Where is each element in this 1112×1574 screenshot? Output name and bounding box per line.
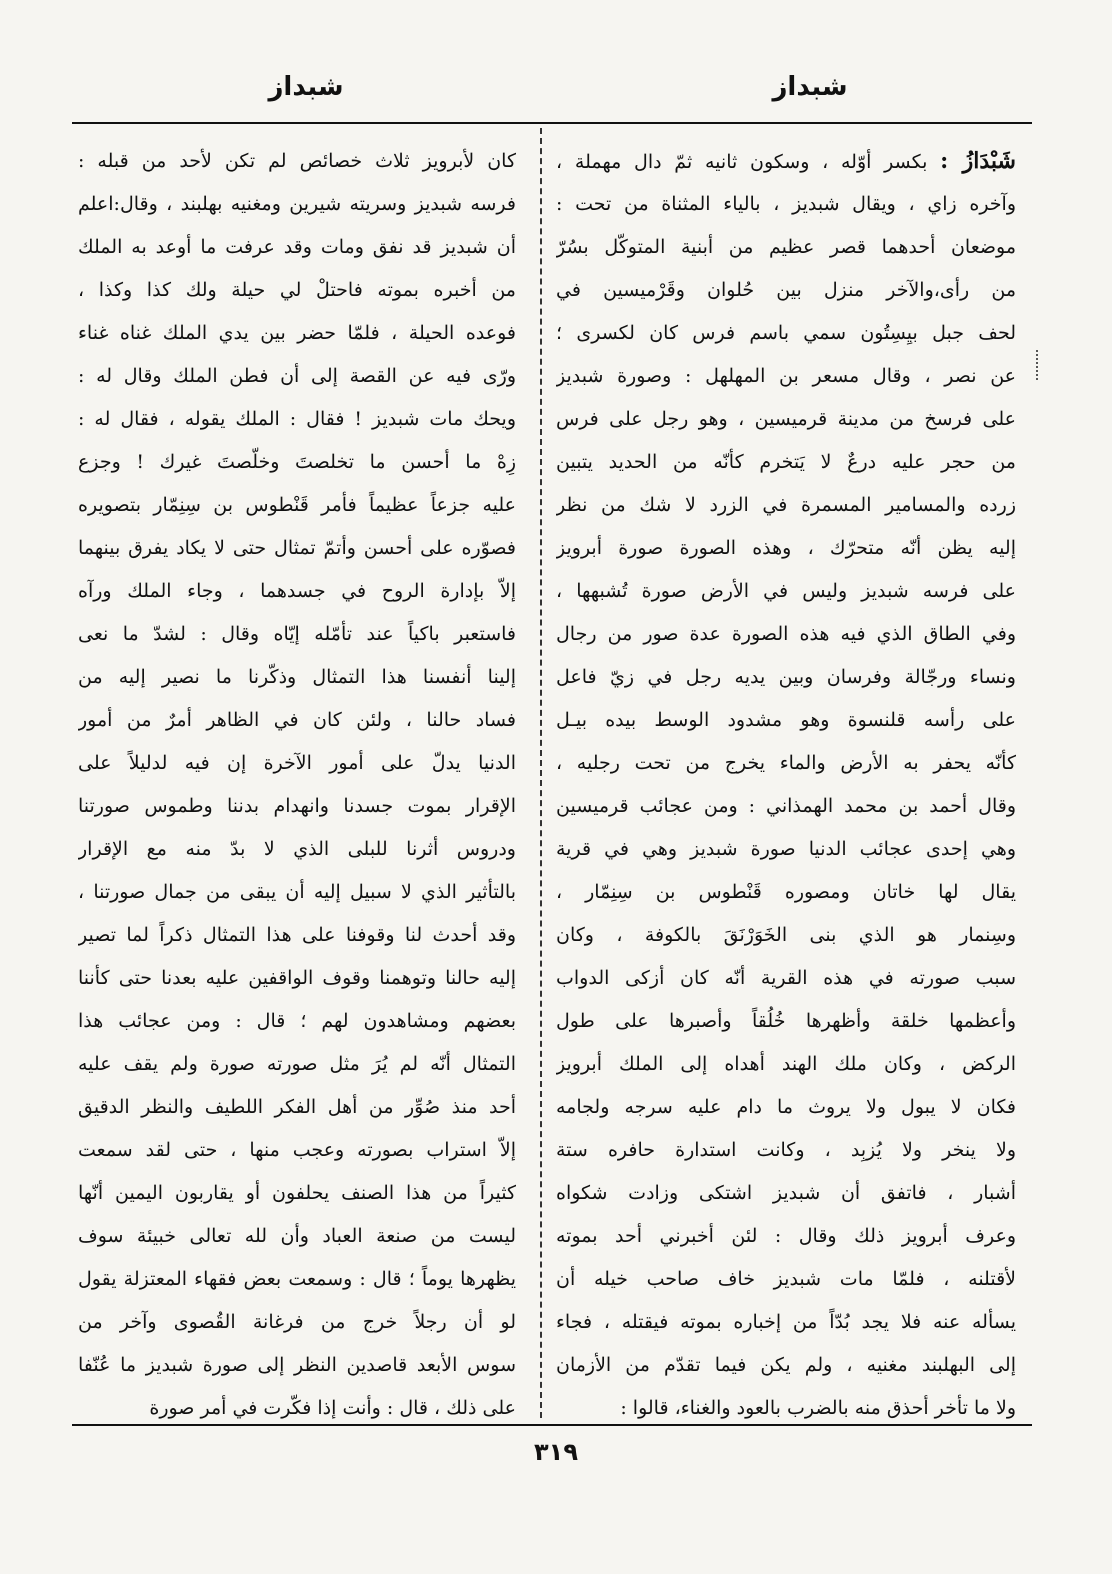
text-line: كأنّه يحفر به الأرض والماء يخرج من تحت رجليه ، [556,752,1016,774]
margin-mark [1036,350,1042,380]
text-line: وهي إحدى عجائب الدنيا صورة شبديز وهي في قرية [556,838,1016,860]
top-rule [72,122,1032,124]
page-number: ٣١٩ [534,1438,578,1466]
text-line: على فرسه شبديز وليس في الأرض صورة تُشبهها ، [556,580,1016,602]
text-line: إلاّ بإدارة الروح في جسدهما ، وجاء الملك ورآه [78,580,516,602]
text-line: يقال لها خاتان ومصوره قَنْطوس بن سِنِمّار ، [556,881,1016,903]
text-line: زِهْ ما أحسن ما تخلصتَ وخلّصتَ غيرك ! وجزع [78,451,516,473]
text-line: أحد منذ صُوِّر من أهل الفكر اللطيف والنظر الدقيق [78,1096,516,1118]
text-line: يظهرها يوماً ؛ قال : وسمعت بعض فقهاء المعتزلة يقول [78,1268,516,1290]
text-line [556,140,1016,183]
text-line: ليست من صنعة العباد وأن لله تعالى خبيئة سوف [78,1225,516,1247]
text-line: فرسه شبديز وسريته شيرين ومغنيه بهلبند ، وقال:اعلم [78,193,516,215]
text-line: إليه حالنا وتوهمنا وقوف الواقفين عليه بعدنا حتى كأننا [78,967,516,989]
running-header-left: شبداز [268,72,344,102]
text-line: إلى البهلبند مغنيه ، ولم يكن فيما تقدّم من الأزمان [556,1354,1016,1376]
text-line: ويحك مات شبديز ! فقال : الملك يقوله ، فقال له : [78,408,516,430]
text-line: على ذلك ، قال : وأنت إذا فكّرت في أمر صورة [149,1397,516,1419]
text-line: وأعظمها خلقة وأظهرها خُلُقاً وأصبرها على طول [556,1010,1016,1032]
text-line: إلاّ استراب بصورته وعجب منها ، حتى لقد سمعت [78,1139,516,1161]
text-line: وآخره زاي ، ويقال شبديز ، بالياء المثناة من تحت : [556,193,1016,215]
text-line: بالتأثير الذي لا سبيل إليه أن يبقى من جمال صورتنا ، [78,881,516,903]
text-line: فصوّره على أحسن وأتمّ تمثال حتى لا يكاد يفرق بينهما [78,537,516,559]
text-line: كان لأبرويز ثلاث خصائص لم تكن لأحد من قبله : [78,150,516,172]
text-line: عليه جزعاً عظيماً فأمر قَنْطوس بن سِنِمّار بتصويره [78,494,516,516]
text-line: أشبار ، فاتفق أن شبديز اشتكى وزادت شكواه [556,1182,1016,1204]
text-line: وفي الطاق الذي فيه هذه الصورة عدة صور من رجال [556,623,1016,645]
text-line: ونساء ورجّالة وفرسان وبين يديه رجل في زيّ فاعل [556,666,1016,688]
text-line: سبب صورته في هذه القرية أنّه كان أزكى الدواب [556,967,1016,989]
text-line: الإقرار بموت جسدنا وانهدام بدننا وطموس صورتنا [78,795,516,817]
text-line: كثيراً من هذا الصنف يحلفون أو يقاربون اليمين أنّها [78,1182,516,1204]
text-line: سوس الأبعد قاصدين النظر إلى صورة شبديز ما عُنّفا [78,1354,516,1376]
left-column [78,140,516,1430]
text-line: وقد أحدث لنا وقوفنا على هذا التمثال ذكراً لما تصير [78,924,516,946]
text-line: فاستعبر باكياً عند تأمّله إيّاه وقال : لشدّ ما نعى [78,623,516,645]
text-line: أن شبديز قد نفق ومات وقد عرفت ما أوعد به الملك [78,236,516,258]
text-line: الدنيا يدلّ على أمور الآخرة إن فيه لدليلاً على [78,752,516,774]
text-line: لأقتلنه ، فلمّا مات شبديز خاف صاحب خيله أن [556,1268,1016,1290]
text-line: فوعده الحيلة ، فلمّا حضر بين يدي الملك غناه غناء [78,322,516,344]
text-line: عن نصر ، وقال مسعر بن المهلهل : وصورة شبديز [556,365,1016,387]
text-line: لو أن رجلاً خرج من فرغانة القُصوى وآخر من [78,1311,516,1333]
text-line: إليه يظن أنّه متحرّك ، وهذه الصورة صورة أبرويز [556,537,1016,559]
entry-first-line: بكسر أوّله ، وسكون ثانيه ثمّ دال مهملة ، [556,151,928,173]
text-line: ولا ينخر ولا يُزبِد ، وكانت استدارة حافره ستة [556,1139,1016,1161]
text-line: من رأى،والآخر منزل بين حُلوان وقَرْميسين في [556,279,1016,301]
text-line: على رأسه قلنسوة وهو مشدود الوسط بيده بيـل [556,709,1016,731]
text-line: من حجر عليه درعٌ لا يَتخرم كأنّه من الحديد يتبين [556,451,1016,473]
text-line: على فرسخ من مدينة قرميسين ، وهو رجل على فرس [556,408,1016,430]
text-line: وعرف أبرويز ذلك وقال : لئن أخبرني أحد بموته [556,1225,1016,1247]
text-line: وسِنمار هو الذي بنى الخَوَرْنَقَ بالكوفة ، وكان [556,924,1016,946]
text-line: فساد حالنا ، ولئن كان في الظاهر أمرٌ من أمور [78,709,516,731]
text-line: ورّى فيه عن القصة إلى أن فطن الملك وقال له : [78,365,516,387]
text-line: لحف جبل بيِسِتُون سمي باسم فرس كان لكسرى ؛ [556,322,1016,344]
text-line: بعضهم ومشاهدون لهم ؛ قال : ومن عجائب هذا [78,1010,516,1032]
text-line: التمثال أنّه لم يُرَ مثل صورته صورة ولم يقف عليه [78,1053,516,1075]
running-header-right: شبداز [772,72,848,102]
text-line: وقال أحمد بن محمد الهمذاني : ومن عجائب قرميسين [556,795,1016,817]
text-line: الركض ، وكان ملك الهند أهداه إلى الملك أبرويز [556,1053,1016,1075]
right-column [556,140,1016,1430]
text-line: يسأله عنه فلا يجد بُدّاً من إخباره بموته فيقتله ، فجاء [556,1311,1016,1333]
text-line: إلينا أنفسنا هذا التمثال وذكّرنا ما نصير إليه من [78,666,516,688]
text-line: من أخبره بموته فاحتلْ لي حيلة ولك كذا وكذا ، [78,279,516,301]
text-line: زرده والمسامير المسمرة في الزرد لا شك من نظر [556,494,1016,516]
bottom-rule [72,1424,1032,1426]
column-divider [540,128,542,1418]
text-line: ولا ما تأخر أحذق منه بالضرب بالعود والغناء، قالوا : [620,1397,1016,1419]
text-line: موضعان أحدهما قصر عظيم من أبنية المتوكّل بسُرّ [556,236,1016,258]
entry-headword: شَبْدَازُ : [940,148,1016,174]
text-line: ودروس أثرنا للبلى الذي لا بدّ منه مع الإقرار [78,838,516,860]
text-line: فكان لا يبول ولا يروث ما دام عليه سرجه ولجامه [556,1096,1016,1118]
